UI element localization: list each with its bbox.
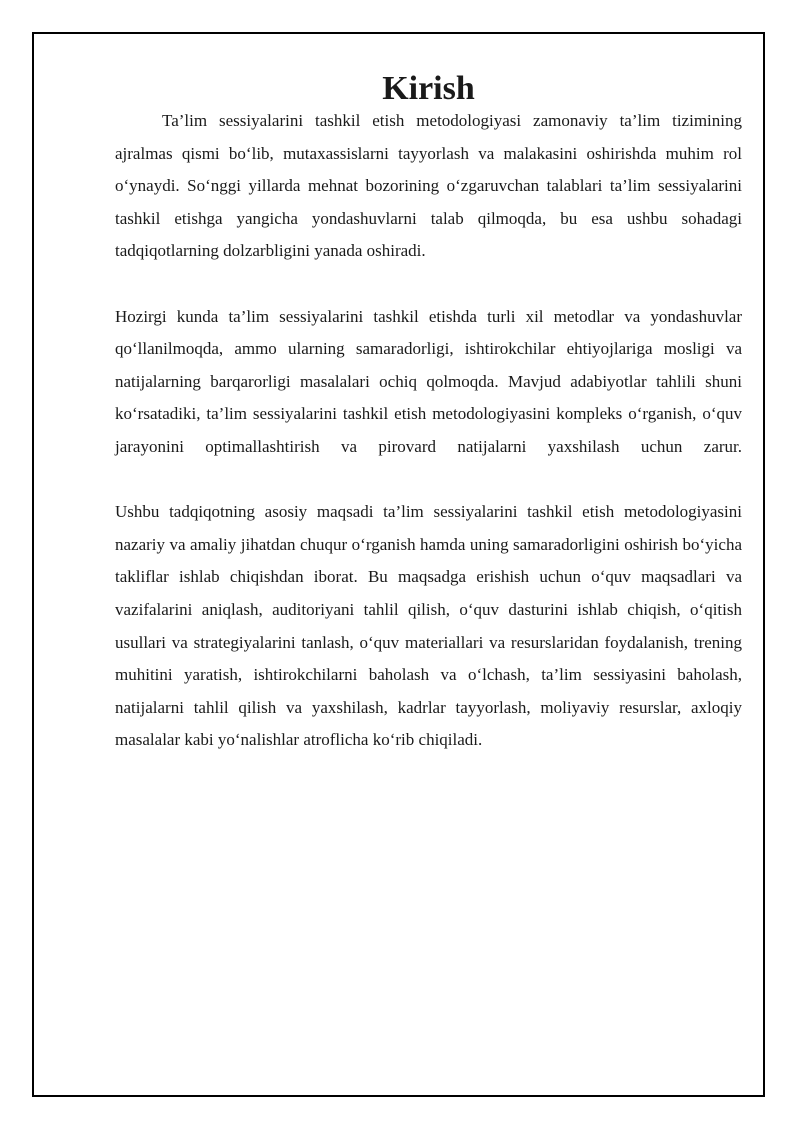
document-body	[115, 70, 742, 757]
paragraph-2: Hozirgi kunda ta’lim sessiyalarini tashkil etishda turli xil metodlar va yondashuvlar qo‘llanilmoqda, ammo ularning samaradorligi, ishtirokchilar ehtiyojlariga mosligi va natijalarning barqarorligi masalalari ochiq qolmoqda. Mavjud adabiyotlar tahlili shuni ko‘rsatadiki, ta’lim sessiyalarini tashkil etish metodologiyasini kompleks o‘rganish, o‘quv jarayonini optimallashtirish va pirovard natijalarni yaxshilash uchun zarur.	[115, 306, 742, 456]
paragraph-1: Ta’lim sessiyalarini tashkil etish metodologiyasi zamonaviy ta’lim tizimining ajralmas qismi bo‘lib, mutaxassislarni tayyorlash va malakasini oshirishda muhim rol o‘ynaydi. So‘nggi yillarda mehnat bozorining o‘zgaruvchan talablari ta’lim sessiyalarini tashkil etishga yangicha yondashuvlarni talab qilmoqda, bu esa ushbu sohadagi tadqiqotlarning dolzarbligini yanada oshiradi.	[115, 111, 742, 261]
paragraph-spacer	[115, 268, 742, 301]
paragraph-spacer	[115, 464, 742, 497]
section-title: Kirish	[382, 70, 475, 107]
paragraph-3: Ushbu tadqiqotning asosiy maqsadi ta’lim sessiyalarini tashkil etish metodologiyasini nazariy va amaliy jihatdan chuqur o‘rganish hamda uning samaradorligini oshirish bo‘yicha takliflar ishlab chiqishdan iborat. Bu maqsadga erishish uchun o‘quv maqsadlari va vazifalarini aniqlash, auditoriyani tahlil qilish, o‘quv dasturini ishlab chiqish, o‘qitish usullari va strategiyalarini tanlash, o‘quv materiallari va resurslaridan foydalanish, trening muhitini yaratish, ishtirokchilarni baholash va o‘lchash, ta’lim sessiyasini baholash, natijalarni tahlil qilish va yaxshilash, kadrlar tayyorlash, moliyaviy resurslar, axloqiy masalalar kabi yo‘nalishlar atroflicha ko‘rib chiqiladi.	[115, 502, 742, 750]
